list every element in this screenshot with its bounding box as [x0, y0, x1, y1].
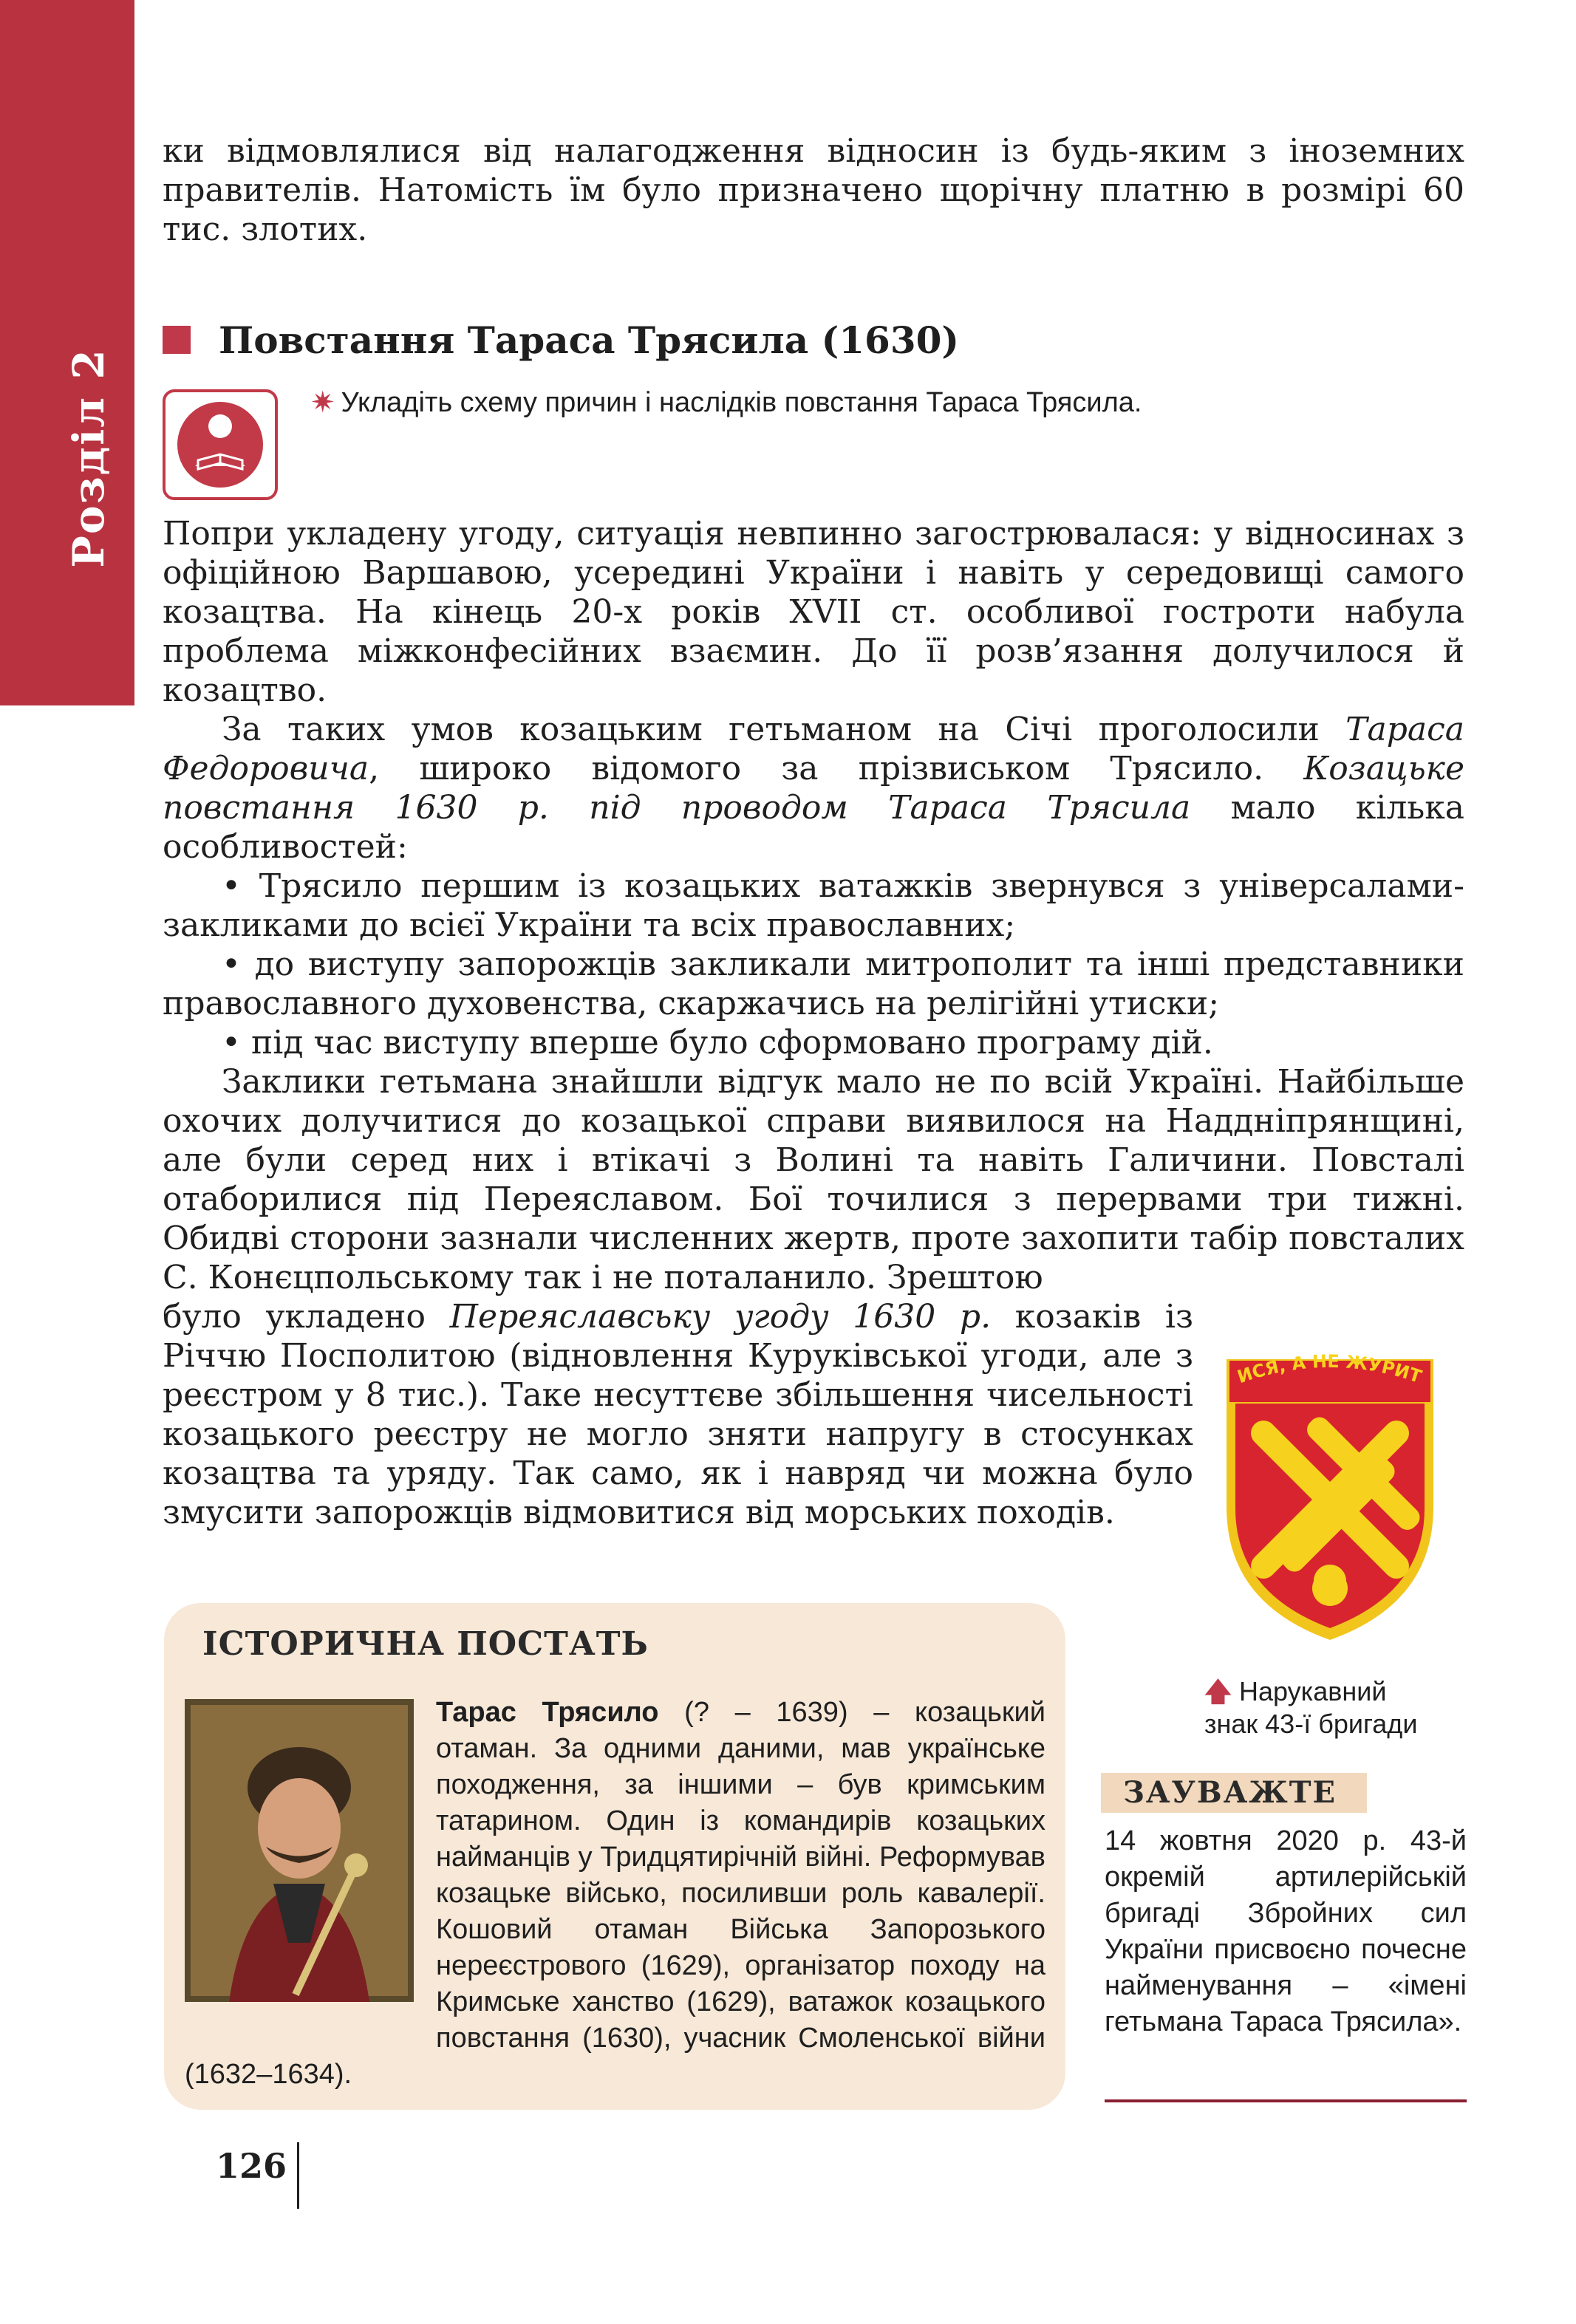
intro-paragraph: ки відмовлялися від налагодження відносин із будь-яким з іноземних правителів. Натомість їм було призначено щорічну платню в розмірі 60 тис. злотих.	[163, 132, 1464, 248]
section-square-icon	[163, 326, 191, 354]
chapter-side-tab	[0, 0, 134, 705]
paragraph-2-emphasis-1: Тараса Федоровича	[163, 711, 1464, 787]
caption-line-1: Нарукавний	[1239, 1676, 1387, 1706]
page-number-divider	[297, 2142, 299, 2209]
section-title: Повстання Тараса Трясила (1630)	[219, 318, 960, 362]
paragraph-3: Заклики гетьмана знайшли відгук мало не по всій Україні. Найбільше охочих долучитися до козацької справи виявилося на Наддніпрянщині, але були серед них і втікачі з Волині та навіть Галичини. Повсталі отаборилися під Переяславом. Бої точилися з перервами три тижні. Обидві сторони зазнали численних жертв, проте захопити табір повсталих С. Конєцпольському так і не поталанило. Зрештою	[163, 1063, 1464, 1296]
note-label: ЗАУВАЖТЕ	[1123, 1775, 1337, 1810]
page-number: 126	[216, 2146, 287, 2186]
paragraph-4	[163, 1297, 1193, 1532]
caption-line-2: знак 43-ї бригади	[1204, 1709, 1418, 1739]
arrow-up-icon: 🡅	[1204, 1676, 1232, 1706]
chapter-label: Розділ 2	[64, 348, 114, 568]
bullet-2: • до виступу запорожців закликали митрополит та інші представники православного духовенства, скаржачись на релігійні утиски;	[163, 946, 1464, 1022]
bullet-1: • Трясило першим із козацьких ватажків звернувся з універсалами-закликами до всієї України та всіх православних;	[163, 867, 1464, 944]
figure-name: Тарас Трясило	[436, 1697, 659, 1728]
task-text: Укладіть схему причин і наслідків повстання Тараса Трясила.	[341, 387, 1142, 418]
paragraph-4-text-a: було укладено	[163, 1298, 450, 1336]
brigade-sleeve-badge	[1212, 1337, 1448, 1655]
paragraph-2	[163, 710, 1464, 867]
historical-figure-box	[164, 1603, 1065, 2110]
note-label-box	[1101, 1773, 1367, 1813]
task-marker-icon: ✷	[310, 386, 335, 419]
paragraph-1: Попри укладену угоду, ситуація невпинно загострювалася: у відносинах з офіційною Варшавою, усередині України і навіть у середовищі самого козацтва. На кінець 20-х років XVII ст. особливої гостроти набула проблема міжконфесійних взаємин. До її розв’язання долучилося й козацтво.	[163, 515, 1464, 709]
paragraph-2-text-a: За таких умов козацьким гетьманом на Січі проголосили	[222, 711, 1346, 748]
paragraph-2-emphasis-2: Козацьке повстання 1630 р. під проводом Тараса Трясила	[163, 750, 1464, 827]
reading-person-icon	[163, 389, 278, 500]
badge-caption	[1204, 1675, 1417, 1740]
paragraph-2-text-b: , широко відомого за прізвиськом Трясило.	[369, 750, 1304, 787]
task-instruction	[310, 384, 1142, 421]
biography-text	[185, 1695, 1045, 2093]
historical-figure-title: ІСТОРИЧНА ПОСТАТЬ	[202, 1625, 649, 1663]
section-heading	[163, 318, 959, 362]
note-text: 14 жовтня 2020 р. 43-й окремій артилерійській бригаді Збройних сил України присвоєно почесне найменування – «імені гетьмана Тараса Трясила».	[1105, 1825, 1467, 2037]
paragraph-2-text-c: мало кілька особливостей:	[163, 789, 1464, 866]
paragraph-4-text-b: козаків із Річчю Посполитою (відновлення Куруківської угоди, але з реєстром у 8 тис.). Таке несуттєве збільшення чисельності козацького реєстру не могло зняти напругу в стосунках козацтва та уряду. Так само, як і навряд чи можна було змусити запорожців відмовитися від морських походів.	[163, 1298, 1194, 1531]
figure-bio: (? – 1639) – козацький отаман. За одними даними, мав українське походження, за іншими – був кримським татарином. Один із командирів козацьких найманців у Тридцятирічній війні. Реформував козацьке військо, посиливши роль кавалерії. Кошовий отаман Війська Запорозького нереєстрового (1629), організатор походу на Кримське ханство (1629), ватажок козацького повстання (1630), учасник Смоленської війни (1632–1634).	[185, 1697, 1045, 2090]
bullet-3: • під час виступу вперше було сформовано програму дій.	[222, 1024, 1213, 1062]
paragraph-4-emphasis: Переяславську угоду 1630 р.	[449, 1298, 992, 1336]
badge-motto: ИСЯ, А НЕ ЖУРИТ	[1235, 1350, 1425, 1388]
note-divider	[1105, 2099, 1467, 2102]
